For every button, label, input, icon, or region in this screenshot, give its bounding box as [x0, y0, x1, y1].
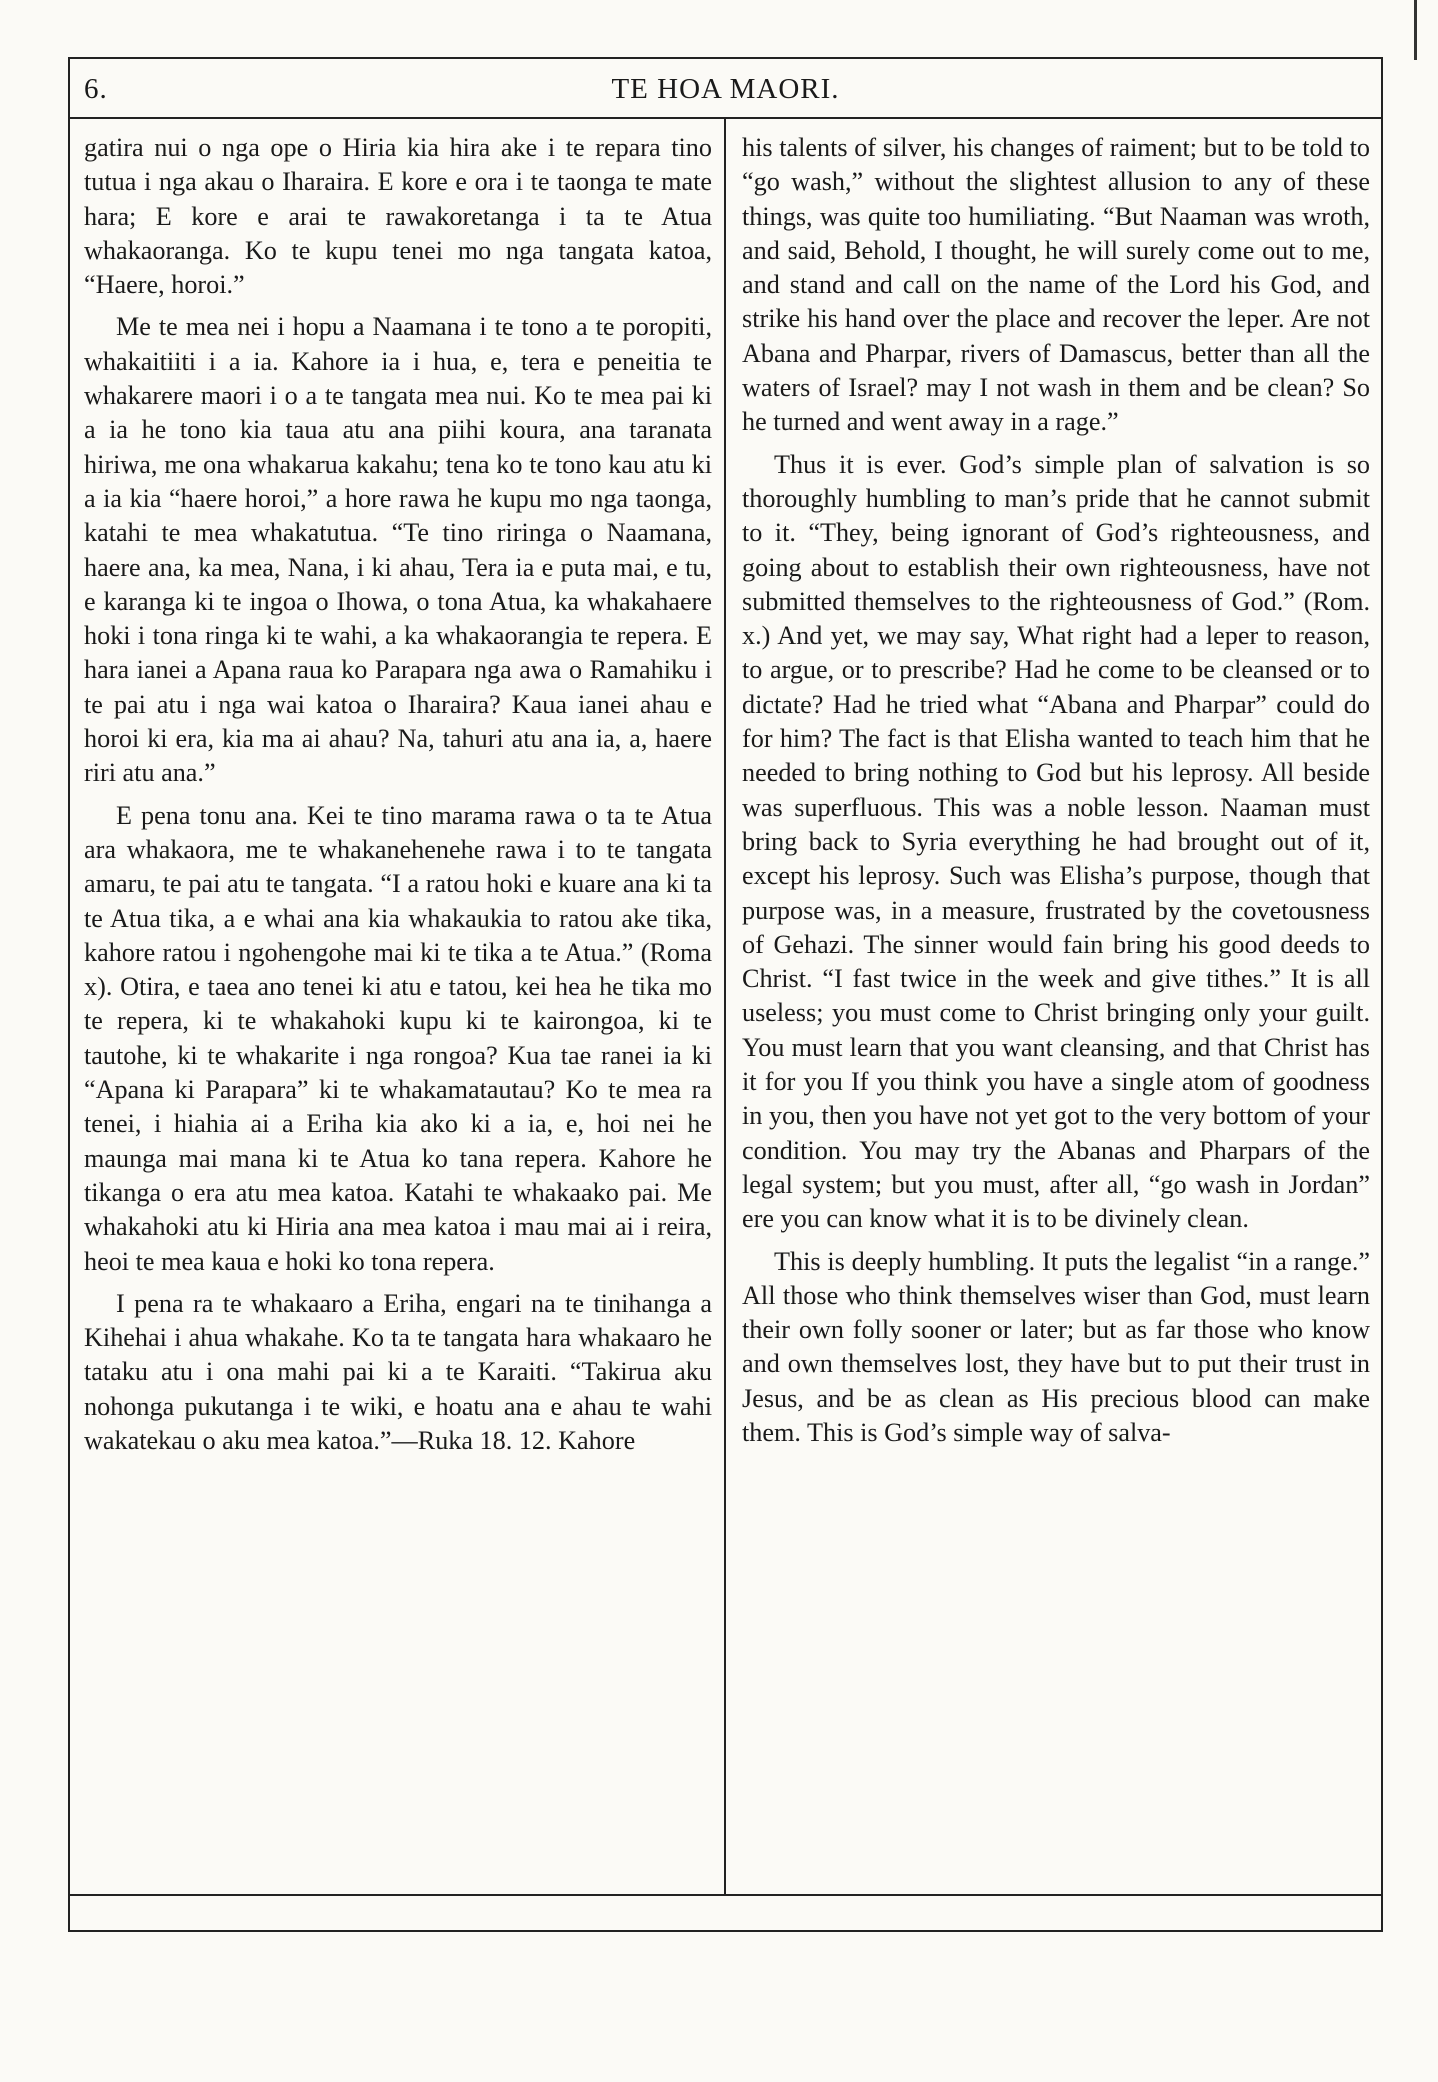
paragraph: Thus it is ever. God’s simple plan of salvation is so thoroughly humbling to man’s pride that he cannot submit to it. “They, being ignorant of God’s righteousness, and going about to establish their own righteousness, have not submitted themselves to the righteousness of God.” (Rom. x.) And yet, we may say, What right had a leper to reason, to argue, or to prescribe? Had he come to be cleansed or to dictate? Had he tried what “Abana and Pharpar” could do for him? The fact is that Elisha wanted to teach him that he needed to bring nothing to God but his leprosy. All beside was superfluous. This was a noble lesson. Naaman must bring back to Syria everything he had brought out of it, except his leprosy. Such was Elisha’s purpose, though that purpose was, in a measure, frustrated by the covetousness of Gehazi. The sinner would fain bring his good deeds to Christ. “I fast twice in the week and give tithes.” It is all useless; you must come to Christ bringing only your guilt. You must learn that you want cleansing, and that Christ has it for you If you think you have a single atom of goodness in you, then you have not yet got to the very bottom of your condition. You may try the Abanas and Pharpars of the legal system; but you must, after all, “go wash in Jordan” ere you can know what it is to be divinely clean.: [742, 449, 1370, 1234]
paragraph: This is deeply humbling. It puts the legalist “in a range.” All those who think themselves wiser than God, must learn their own folly sooner or later; but as far those who know and own themselves lost, they have but to put their trust in Jesus, and be as clean as His precious blood can make them. This is God’s simple way of salva-: [742, 1246, 1370, 1447]
paragraph: E pena tonu ana. Kei te tino marama rawa o ta te Atua ara whakaora, me te whakanehenehe rawa i to te tangata amaru, te pai atu te tangata. “I a ratou hoki e kuare ana ki ta te Atua tika, a e whai ana kia whakaukia to ratou ake tika, kahore ratou i ngohengohe mai ki te tika a te Atua.” (Roma x). Otira, e taea ano tenei ki atu e tatou, kei hea he tika mo te repera, ki te whakahoki kupu ki te kairongoa, ki te tautohe, ki te whakarite i nga rongoa? Kua tae ranei ia ki “Apana ki Parapara” ki te whakamatautau? Ko te mea ra tenei, i hiahia ai a Eriha kia ako ki a ia, e, hoi nei he maunga mai mana ki te Atua ko tana repera. Kahore he tikanga o era atu mea katoa. Katahi te whakaako pai. Me whakahoki atu ki Hiria ana mea katoa i mau mai ai i reira, heoi te mea kaua e hoki ko tona repera.: [84, 800, 712, 1276]
page-header: [70, 59, 1381, 119]
paragraph: Me te mea nei i hopu a Naamana i te tono a te poropiti, whakaitiiti i a ia. Kahore ia i hua, e, tera e peneitia te whakarere maori i o a te tangata mea nui. Ko te mea pai ki a ia he tono kia taua atu ana piihi koura, ana taranata hiriwa, me ona whakarua kakahu; tena ko te tono kau atu ki a ia kia “haere horoi,” a hore rawa he kupu mo nga taonga, katahi te mea whakatutua. “Te tino riringa o Naamana, haere ana, ka mea, Nana, i ki ahau, Tera ia e puta mai, e tu, e karanga ki te ingoa o Ihowa, o tona Atua, ka whakahaere hoki i tona ringa ki te wahi, a ka whakaorangia te repera. E hara ianei a Apana raua ko Parapara nga awa o Ramahiku i te pai atu i nga wai katoa o Iharaira? Kaua ianei ahau e horoi ki era, kia ma ai ahau? Na, tahuri atu ana ia, a, haere riri atu ana.”: [84, 312, 712, 788]
page-frame: [68, 57, 1383, 1932]
paragraph: his talents of silver, his changes of raiment; but to be told to “go wash,” without the slightest allusion to any of these things, was quite too humiliating. “But Naaman was wroth, and said, Behold, I thought, he will surely come out to me, and stand and call on the name of the Lord his God, and strike his hand over the place and recover the leper. Are not Abana and Pharpar, rivers of Damascus, better than all the waters of Israel? may I not wash in them and be clean? So he turned and went away in a rage.”: [742, 133, 1370, 437]
right-column-english-text: [742, 131, 1370, 1450]
paragraph: gatira nui o nga ope o Hiria kia hira ake i te repara tino tutua i nga akau o Iharaira. E kore e ora i te taonga te mate hara; E kore e arai te rawakoretanga i ta te Atua whakaoranga. Ko te kupu tenei mo nga tangata katoa, “Haere, horoi.”: [84, 133, 712, 300]
page-edge-mark: [1414, 0, 1423, 60]
page-number: 6.: [84, 73, 108, 105]
paragraph: I pena ra te whakaaro a Eriha, engari na te tinihanga a Kihehai i ahua whakahe. Ko ta te tangata hara whakaaro he tataku atu i ona mahi pai ki a te Karaiti. “Takirua aku nohonga pukutanga i te wiki, e hoatu ana e ahau te wahi wakatekau o aku mea katoa.”—Ruka 18. 12. Kahore: [84, 1288, 712, 1455]
publication-title: TE HOA MAORI.: [611, 73, 840, 105]
left-column-maori-text: [84, 131, 712, 1458]
column-divider: [724, 117, 726, 1894]
bottom-rule: [70, 1894, 1381, 1896]
